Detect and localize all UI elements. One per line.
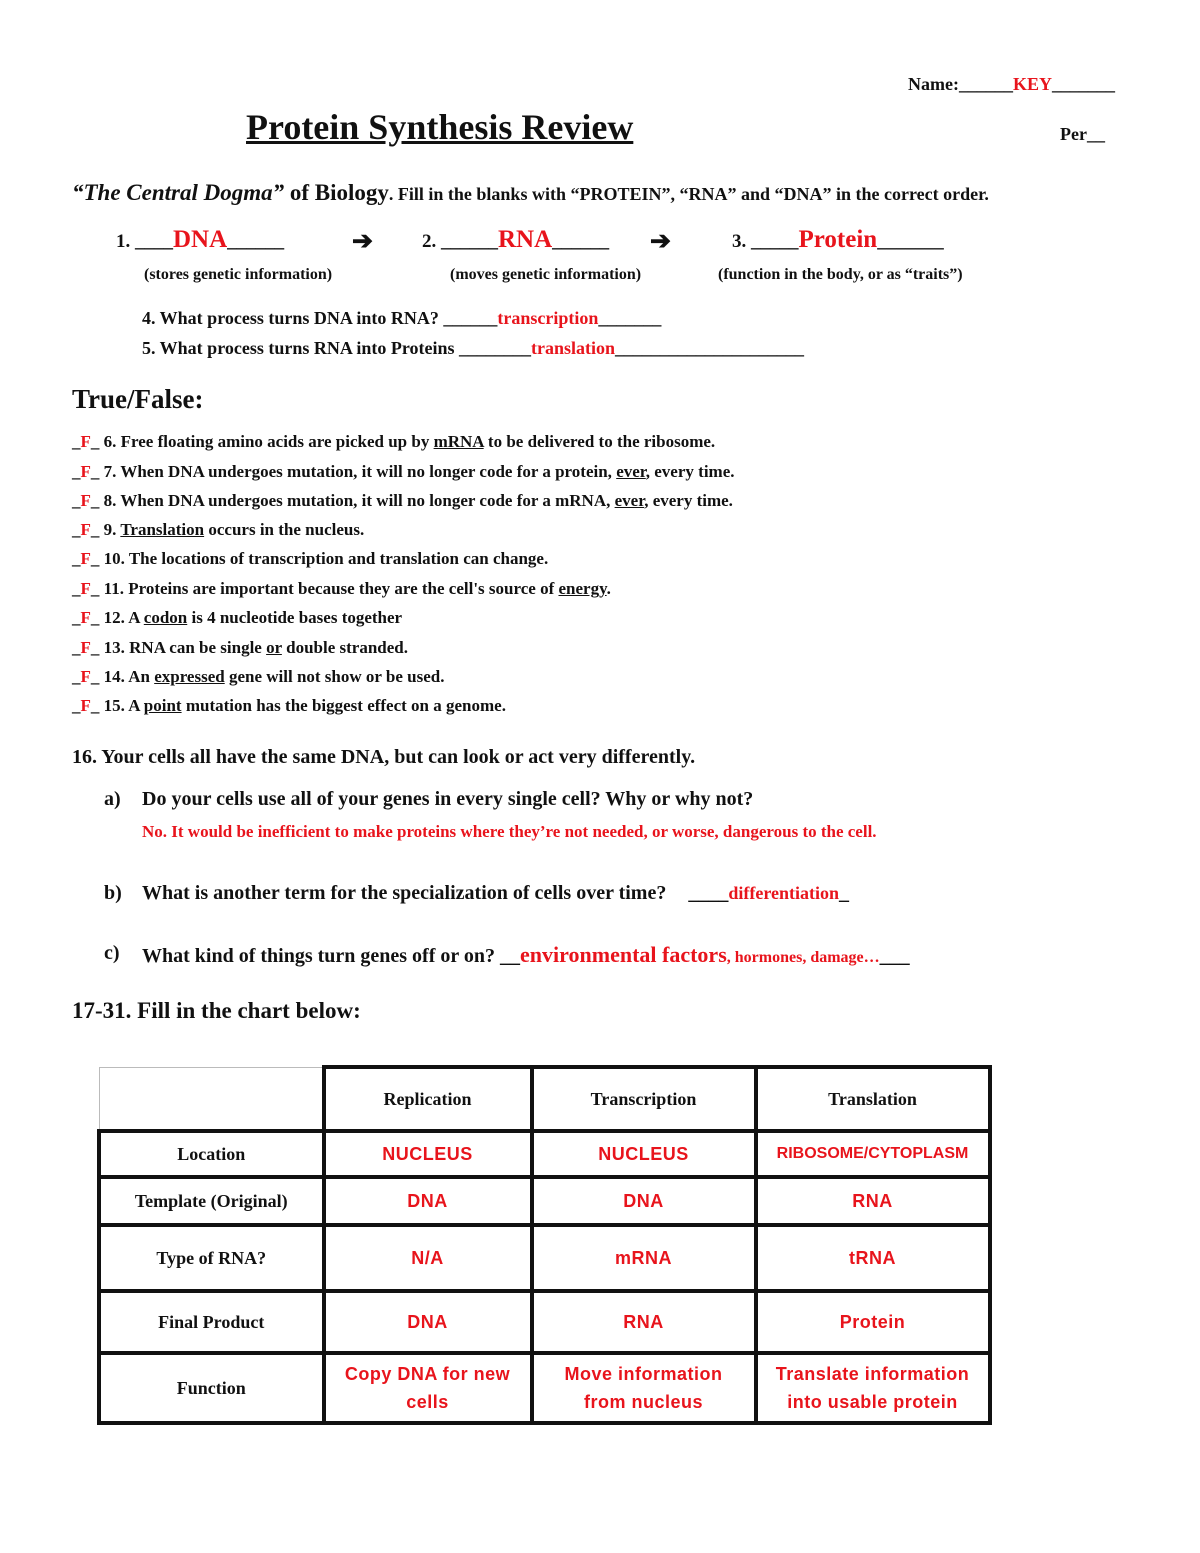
- tf-text: 8. When DNA undergoes mutation, it will no longer code for a mRNA,: [99, 491, 615, 510]
- tf-item-9: _F_ 9. Translation occurs in the nucleus.: [72, 520, 365, 539]
- tf-underlined: energy: [558, 579, 607, 598]
- tf-item-6: _F_ 6. Free floating amino acids are picked up by mRNA to be delivered to the ribosome.: [72, 432, 716, 451]
- tf-underlined: ever: [614, 491, 645, 510]
- column-header: Replication: [324, 1067, 532, 1131]
- name-label: Name:______: [908, 74, 1013, 94]
- tf-answer: F: [80, 608, 91, 627]
- tf-item-13: _F_ 13. RNA can be single or double stranded.: [72, 638, 408, 657]
- tf-text: 7. When DNA undergoes mutation, it will no longer code for a protein,: [99, 462, 617, 481]
- tf-answer: F: [80, 549, 91, 568]
- row-header: Type of RNA?: [99, 1225, 324, 1291]
- table-cell: N/A: [324, 1225, 532, 1291]
- blank-trail: ______: [552, 231, 610, 252]
- blank-answer: Protein: [798, 226, 878, 253]
- tf-underlined: expressed: [154, 667, 225, 686]
- question-16a-text: Do your cells use all of your genes in every single cell? Why or why not?: [142, 788, 754, 810]
- table-cell: DNA: [324, 1291, 532, 1353]
- blank-answer: DNA: [173, 226, 228, 253]
- tf-item-12: _F_ 12. A codon is 4 nucleotide bases together: [72, 608, 403, 627]
- blank-trail: ______: [227, 231, 285, 252]
- table-header-row: [99, 1067, 990, 1131]
- column-header: Translation: [756, 1067, 990, 1131]
- tf-item-8: _F_ 8. When DNA undergoes mutation, it will no longer code for a mRNA, ever, every time.: [72, 491, 733, 510]
- table-cell: mRNA: [532, 1225, 756, 1291]
- table-cell: Translate information into usable protein: [756, 1353, 990, 1423]
- column-header: Transcription: [532, 1067, 756, 1131]
- tf-answer: F: [80, 432, 91, 451]
- caption-rna: (moves genetic information): [450, 266, 642, 283]
- blank-answer: RNA: [498, 226, 553, 253]
- name-answer: KEY: [1012, 74, 1052, 94]
- dogma-instructions: [72, 180, 989, 206]
- question-16c: [142, 942, 910, 968]
- table-cell: NUCLEUS: [324, 1131, 532, 1177]
- table-cell: RNA: [756, 1177, 990, 1225]
- tf-underlined: Translation: [120, 520, 205, 539]
- tf-underlined: ever: [616, 462, 646, 481]
- tf-text: , every time.: [644, 491, 733, 510]
- caption-protein: (function in the body, or as “traits”): [718, 266, 963, 283]
- blank-number: 2. ______: [422, 231, 498, 252]
- row-header: Function: [99, 1353, 324, 1423]
- tf-text: 11. Proteins are important because they are the cell's source of: [99, 579, 559, 598]
- question-answer: translation: [531, 338, 616, 358]
- tf-answer: F: [80, 696, 91, 715]
- tf-item-15: _F_ 15. A point mutation has the biggest effect on a genome.: [72, 696, 506, 715]
- page-title: Protein Synthesis Review: [246, 107, 634, 147]
- tf-answer: F: [80, 462, 91, 481]
- tf-text: .: [606, 579, 611, 598]
- name-trail: _______: [1052, 74, 1115, 94]
- name-field: [908, 74, 1115, 95]
- question-answer: differentiation: [728, 883, 839, 903]
- table-cell: RIBOSOME/CYTOPLASM: [756, 1131, 990, 1177]
- tf-text: to be delivered to the ribosome.: [483, 432, 716, 451]
- tf-text: 14. An: [99, 667, 155, 686]
- question-5: [142, 338, 804, 359]
- table-cell: NUCLEUS: [532, 1131, 756, 1177]
- tf-item-10: _F_ 10. The locations of transcription and translation can change.: [72, 549, 549, 568]
- tf-answer: F: [80, 638, 91, 657]
- tf-text: , every time.: [645, 462, 735, 481]
- blank-trail: _______: [598, 308, 662, 328]
- question-text: What is another term for the specialization of cells over time?: [142, 882, 667, 904]
- tf-text: 10. The locations of transcription and translation can change.: [99, 549, 549, 568]
- tf-text: gene will not show or be used.: [224, 667, 445, 686]
- table-row: [99, 1177, 990, 1225]
- dogma-blank-3: [732, 226, 944, 254]
- tf-text: 9.: [99, 520, 121, 539]
- table-cell: RNA: [532, 1291, 756, 1353]
- table-row: [99, 1353, 990, 1423]
- table-cell: DNA: [324, 1177, 532, 1225]
- question-16b-label: b): [104, 882, 122, 904]
- true-false-heading: True/False:: [72, 384, 204, 414]
- blank-trail: _____________________: [615, 338, 805, 358]
- table-corner: [99, 1067, 324, 1131]
- question-16b: [142, 882, 849, 905]
- question-16a-label: a): [104, 788, 121, 810]
- question-answer: environmental factors: [520, 942, 727, 967]
- tf-answer: F: [80, 667, 91, 686]
- tf-underlined: point: [143, 696, 182, 715]
- synthesis-chart: [97, 1065, 992, 1425]
- table-row: [99, 1225, 990, 1291]
- row-header: Template (Original): [99, 1177, 324, 1225]
- tf-text: 15. A: [99, 696, 144, 715]
- blank-trail: _: [839, 882, 849, 904]
- chart-heading: 17-31. Fill in the chart below:: [72, 998, 361, 1023]
- question-16c-label: c): [104, 942, 120, 964]
- table-cell: Protein: [756, 1291, 990, 1353]
- question-answer-extra: , hormones, damage…: [726, 949, 880, 966]
- table-row: [99, 1291, 990, 1353]
- tf-answer: F: [80, 579, 91, 598]
- question-text: 4. What process turns DNA into RNA? ______: [142, 308, 498, 328]
- dogma-instruction-text: . Fill in the blanks with “PROTEIN”, “RNA” and “DNA” in the correct order.: [388, 184, 989, 204]
- tf-item-7: _F_ 7. When DNA undergoes mutation, it will no longer code for a protein, ever, every time.: [72, 462, 735, 481]
- tf-item-11: _F_ 11. Proteins are important because they are the cell's source of energy.: [72, 579, 611, 598]
- table-row: [99, 1131, 990, 1177]
- arrow-icon: ➔: [352, 228, 373, 255]
- tf-answer: F: [80, 520, 91, 539]
- blank-lead: ____: [688, 882, 729, 904]
- dogma-lead-italic: “The Central Dogma”: [72, 180, 285, 205]
- tf-text: mutation has the biggest effect on a genome.: [181, 696, 506, 715]
- question-answer: transcription: [497, 308, 599, 328]
- table-cell: Move information from nucleus: [532, 1353, 756, 1423]
- question-16-heading: 16. Your cells all have the same DNA, but can look or act very differently.: [72, 746, 696, 768]
- tf-underlined: or: [266, 638, 282, 657]
- blank-number: 3. _____: [732, 231, 799, 252]
- tf-underlined: mRNA: [433, 432, 484, 451]
- tf-text: is 4 nucleotide bases together: [187, 608, 403, 627]
- tf-text: 6. Free floating amino acids are picked up by: [99, 432, 434, 451]
- row-header: Final Product: [99, 1291, 324, 1353]
- period-field: Per__: [1060, 124, 1105, 144]
- dogma-lead-rest: of Biology: [284, 180, 389, 205]
- tf-text: 13. RNA can be single: [99, 638, 267, 657]
- tf-answer: F: [80, 491, 91, 510]
- table-cell: tRNA: [756, 1225, 990, 1291]
- question-4: [142, 308, 661, 329]
- tf-text: 12. A: [99, 608, 144, 627]
- blank-trail: _______: [877, 231, 944, 252]
- question-16a-answer: No. It would be inefficient to make proteins where they’re not needed, or worse, dangerous to the cell.: [142, 822, 877, 841]
- blank-number: 1. ____: [116, 231, 173, 252]
- table-cell: DNA: [532, 1177, 756, 1225]
- table-cell: Copy DNA for new cells: [324, 1353, 532, 1423]
- tf-underlined: codon: [143, 608, 188, 627]
- arrow-icon: ➔: [650, 228, 671, 255]
- tf-text: occurs in the nucleus.: [204, 520, 365, 539]
- blank-trail: ___: [879, 945, 910, 967]
- caption-dna: (stores genetic information): [144, 266, 333, 283]
- tf-item-14: _F_ 14. An expressed gene will not show or be used.: [72, 667, 445, 686]
- dogma-blank-2: [422, 226, 609, 254]
- question-text: 5. What process turns RNA into Proteins ________: [142, 338, 532, 358]
- tf-text: double stranded.: [281, 638, 408, 657]
- question-text: What kind of things turn genes off or on? __: [142, 945, 521, 967]
- dogma-blank-1: [116, 226, 284, 254]
- row-header: Location: [99, 1131, 324, 1177]
